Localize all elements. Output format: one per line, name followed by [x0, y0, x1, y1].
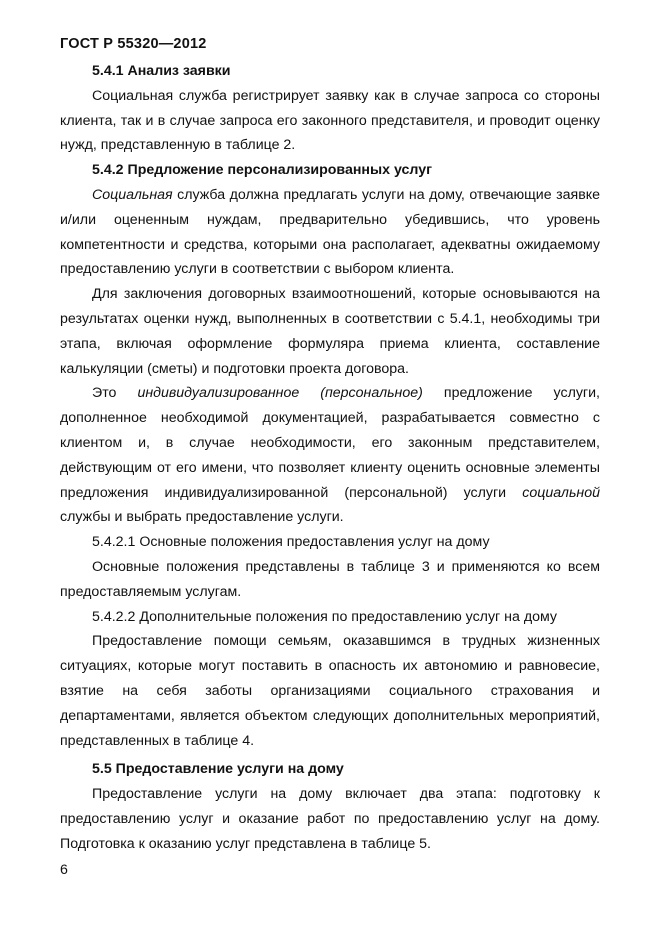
paragraph	[60, 183, 600, 282]
paragraph: Предоставление услуги на дому включает два этапа: подготовку к предоставлению услуг и оказание работ по предоставлению услуг на дому. Подготовка к оказанию услуг представлена в таблице 5.	[60, 786, 600, 852]
paragraph-text: Это	[92, 385, 138, 402]
italic-text: индивидуализированное (персональное)	[137, 385, 423, 402]
page-number: 6	[60, 862, 68, 878]
subsection-heading-5-4-2-2: 5.4.2.2 Дополнительные положения по предоставлению услуг на дому	[92, 608, 558, 625]
document-id-header: ГОСТ Р 55320—2012	[60, 36, 207, 52]
document-body	[60, 59, 600, 857]
section-heading-5-5: 5.5 Предоставление услуги на дому	[92, 761, 344, 778]
paragraph-text: предложение услуги, дополненное необходимой документацией, разрабатывается совместно с клиентом и, в случае необходимости, его законным представителем, действующим от его имени, что позволяет клиенту оценить основные элементы предложения индивидуализированной (персональной) услуги	[60, 385, 600, 501]
section-heading-5-4-2: 5.4.2 Предложение персонализированных услуг	[92, 162, 432, 179]
paragraph-text: службы и выбрать предоставление услуги.	[60, 509, 344, 526]
italic-text: Социальная	[92, 186, 173, 203]
paragraph-text: служба должна предлагать услуги на дому, отвечающие заявке и/или оцененным нуждам, предварительно убедившись, что уровень компетентности и средства, которыми она располагает, адекватны ожидаемому предоставлению услуги в соответствии с выбором клиента.	[60, 186, 600, 278]
italic-text: социальной	[522, 484, 600, 501]
paragraph	[60, 381, 600, 530]
paragraph: Социальная служба регистрирует заявку как в случае запроса со стороны клиента, так и в случае запроса его законного представителя, и проводит оценку нужд, представленную в таблице 2.	[60, 87, 600, 154]
section-heading-5-4-1: 5.4.1 Анализ заявки	[92, 63, 231, 79]
paragraph: Основные положения представлены в таблице 3 и применяются ко всем предоставляемым услугам.	[60, 558, 600, 600]
paragraph: Предоставление помощи семьям, оказавшимся в трудных жизненных ситуациях, которые могут поставить в опасность их автономию и равновесие, взятие на себя заботы организациями социального страхования и департаментами, является объектом следующих дополнительных мероприятий, представленных в таблице 4.	[60, 633, 600, 749]
subsection-heading-5-4-2-1: 5.4.2.1 Основные положения предоставления услуг на дому	[92, 534, 490, 551]
paragraph: Для заключения договорных взаимоотношений, которые основываются на результатах оценки нужд, выполненных в соответствии с 5.4.1, необходимы три этапа, включая оформление формуляра приема клиента, составление калькуляции (сметы) и подготовки проекта договора.	[60, 286, 600, 377]
